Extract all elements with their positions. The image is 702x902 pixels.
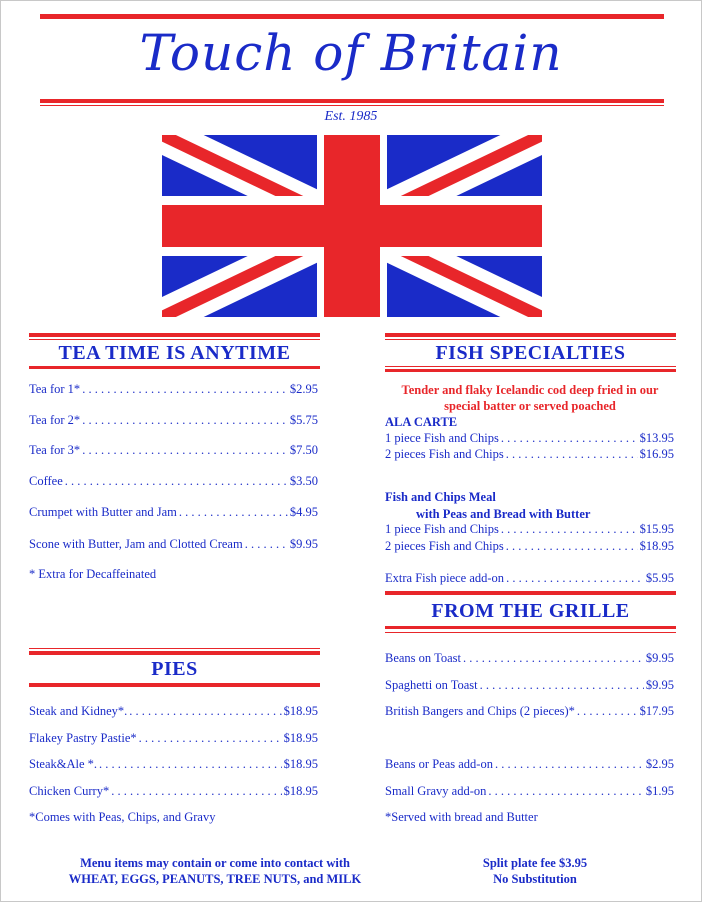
tea-rule-top-line — [29, 339, 320, 340]
grille-rule-top-thick — [385, 591, 676, 595]
meal-heading-line1: Fish and Chips Meal — [385, 490, 496, 504]
pies-section-title: PIES — [151, 658, 198, 680]
pies-rule-bottom — [29, 683, 320, 687]
union-jack-flag — [162, 135, 542, 317]
tea-item: Tea for 1* . . . $2.95 — [29, 382, 318, 397]
tea-item: Crumpet with Butter and Jam . . . $4.95 — [29, 505, 318, 520]
pie-item: Steak and Kidney*. . . . $18.95 — [29, 704, 318, 719]
tea-rule-top-thin — [29, 333, 320, 337]
header-bottom-rule-thick — [40, 99, 664, 103]
fish-rule-top-thick — [385, 333, 676, 337]
pie-item: Flakey Pastry Pastie* . . . $18.95 — [29, 731, 318, 746]
fish-ala-carte-item: 1 piece Fish and Chips . . . $13.95 — [385, 431, 674, 446]
fish-addon-item: Extra Fish piece add-on . . . $5.95 — [385, 571, 674, 586]
pie-item: Steak&Ale *. . . . $18.95 — [29, 757, 318, 772]
fish-rule-top-thin — [385, 339, 676, 340]
allergen-notice-line1: Menu items may contain or come into contact with — [80, 856, 350, 870]
pies-rule-top-thick — [29, 651, 320, 655]
pies-rule-top-thin — [29, 648, 320, 649]
grille-rule-bottom-thick — [385, 626, 676, 629]
fish-description-line1: Tender and flaky Icelandic cod deep fried in our — [401, 383, 659, 397]
tea-item: Tea for 2* . . . $5.75 — [29, 413, 318, 428]
grille-item: Spaghetti on Toast . . . $9.95 — [385, 678, 674, 693]
fish-section-title: FISH SPECIALTIES — [435, 342, 626, 364]
grille-rule-bottom-thin — [385, 632, 676, 633]
grille-section-title: FROM THE GRILLE — [431, 600, 630, 622]
grille-item: British Bangers and Chips (2 pieces)* . . . $17.95 — [385, 704, 674, 719]
header-top-rule — [40, 14, 664, 19]
allergen-notice-line2: WHEAT, EGGS, PEANUTS, TREE NUTS, and MILK — [68, 872, 362, 886]
established-year: Est. 1985 — [324, 109, 378, 124]
grille-addon-item: Small Gravy add-on . . . $1.95 — [385, 784, 674, 799]
grille-note: *Served with bread and Butter — [385, 810, 538, 824]
tea-item: Tea for 3* . . . $7.50 — [29, 443, 318, 458]
tea-item: Coffee . . . $3.50 — [29, 474, 318, 489]
grille-addon-item: Beans or Peas add-on . . . $2.95 — [385, 757, 674, 772]
fish-rule-bottom-thick — [385, 369, 676, 372]
pie-item: Chicken Curry* . . . $18.95 — [29, 784, 318, 799]
tea-item: Scone with Butter, Jam and Clotted Cream . . . $9.95 — [29, 537, 318, 552]
no-substitution: No Substitution — [493, 872, 577, 886]
tea-rule-bottom — [29, 366, 320, 369]
fish-ala-carte-item: 2 pieces Fish and Chips . . . $16.95 — [385, 447, 674, 462]
tea-section-title: TEA TIME IS ANYTIME — [58, 342, 291, 364]
split-plate-fee: Split plate fee $3.95 — [482, 856, 588, 870]
meal-heading-line2: with Peas and Bread with Butter — [416, 507, 591, 521]
fish-description-line2: special batter or served poached — [444, 399, 616, 413]
fish-meal-item: 2 pieces Fish and Chips . . . $18.95 — [385, 539, 674, 554]
restaurant-title: Touch of Britain — [139, 24, 563, 82]
pies-note: *Comes with Peas, Chips, and Gravy — [29, 810, 216, 824]
tea-note: * Extra for Decaffeinated — [29, 567, 157, 581]
ala-carte-heading: ALA CARTE — [385, 415, 458, 429]
fish-rule-bottom-thin — [385, 366, 676, 367]
grille-item: Beans on Toast . . . $9.95 — [385, 651, 674, 666]
fish-meal-item: 1 piece Fish and Chips . . . $15.95 — [385, 522, 674, 537]
header-bottom-rule-thin — [40, 105, 664, 106]
